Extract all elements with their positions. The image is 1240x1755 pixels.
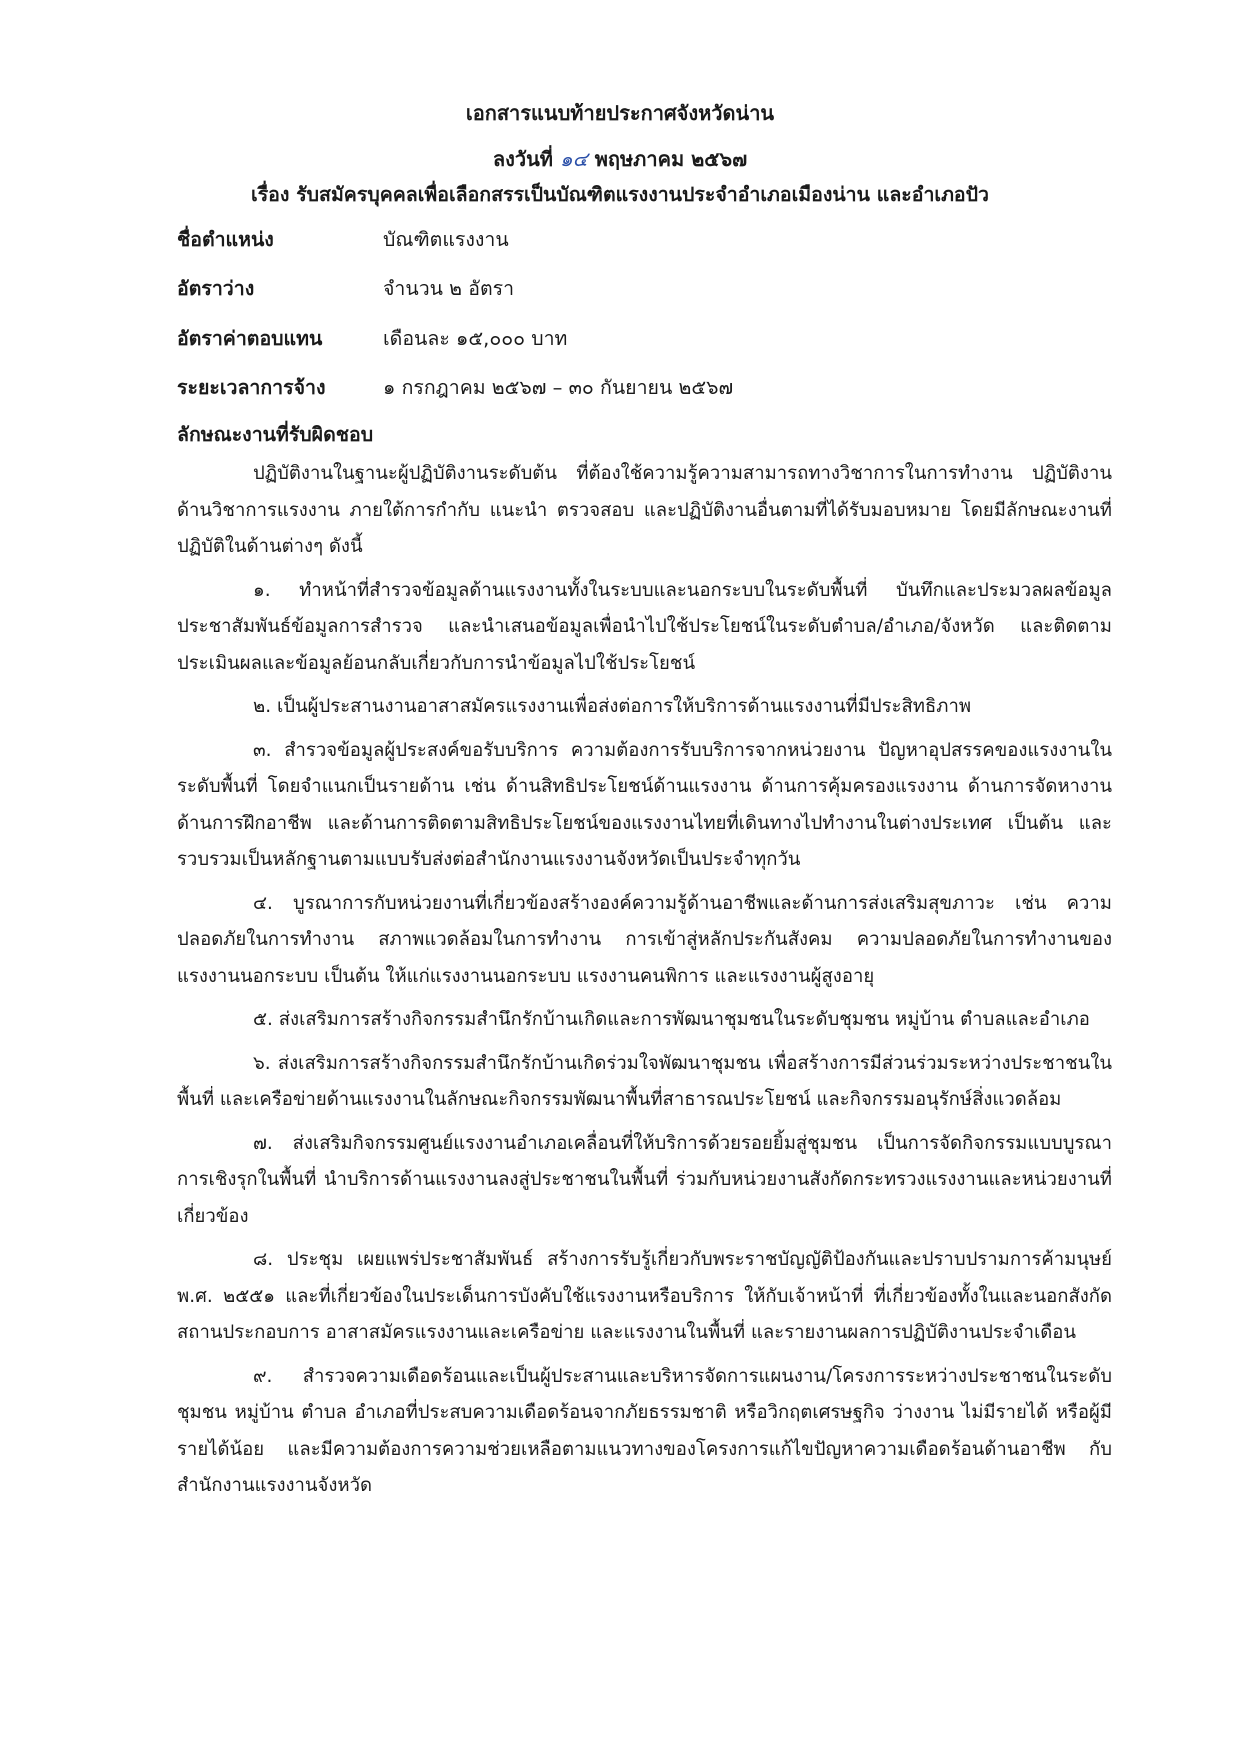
info-value: ๑ กรกฎาคม ๒๕๖๗ – ๓๐ กันยายน ๒๕๖๗ (383, 376, 734, 399)
date-prefix: ลงวันที่ (492, 147, 560, 171)
info-label: อัตราว่าง (177, 277, 255, 300)
info-value: จำนวน ๒ อัตรา (383, 277, 515, 300)
info-label: ระยะเวลาการจ้าง (177, 376, 326, 399)
duties-body (177, 456, 1112, 1505)
duty-item: ๔. บูรณาการกับหน่วยงานที่เกี่ยวข้องสร้างองค์ความรู้ด้านอาชีพและด้านการส่งเสริมสุขภาวะ เช่น ความปลอดภัยในการทำงาน สภาพแวดล้อมในการทำงาน การเข้าสู่หลักประกันสังคม ความปลอดภัยในการทำงานของแรงงานนอกระบบ เป็นต้น ให้แก่แรงงานนอกระบบ แรงงานคนพิการ และแรงงานผู้สูงอายุ (177, 892, 1112, 987)
info-value: เดือนละ ๑๕,๐๐๐ บาท (383, 327, 568, 350)
duties-intro: ปฏิบัติงานในฐานะผู้ปฏิบัติงานระดับต้น ที่ต้องใช้ความรู้ความสามารถทางวิชาการในการทำงาน ปฏิบัติงานด้านวิชาการแรงงาน ภายใต้การกำกับ แนะนำ ตรวจสอบ และปฏิบัติงานอื่นตามที่ได้รับมอบหมาย โดยมีลักษณะงานที่ปฏิบัติในด้านต่างๆ ดังนี้ (177, 463, 1112, 557)
duties-section-title: ลักษณะงานที่รับผิดชอบ (177, 423, 374, 446)
document-date (0, 146, 1240, 172)
duty-item: ๒. เป็นผู้ประสานงานอาสาสมัครแรงงานเพื่อส่งต่อการให้บริการด้านแรงงานที่มีประสิทธิภาพ (253, 696, 972, 717)
duty-item: ๓. สำรวจข้อมูลผู้ประสงค์ขอรับบริการ ความต้องการรับบริการจากหน่วยงาน ปัญหาอุปสรรคของแรงงานในระดับพื้นที่ โดยจำแนกเป็นรายด้าน เช่น ด้านสิทธิประโยชน์ด้านแรงงาน ด้านการคุ้มครองแรงงาน ด้านการจัดหางาน ด้านการฝึกอาชีพ และด้านการติดตามสิทธิประโยชน์ของแรงงานไทยที่เดินทางไปทำงานในต่างประเทศ เป็นต้น และรวบรวมเป็นหลักฐานตามแบบรับส่งต่อสำนักงานแรงงานจังหวัดเป็นประจำทุกวัน (177, 739, 1112, 870)
document-heading: เอกสารแนบท้ายประกาศจังหวัดน่าน (465, 101, 775, 125)
handwritten-day: ๑๔ (559, 147, 588, 171)
duty-item: ๘. ประชุม เผยแพร่ประชาสัมพันธ์ สร้างการรับรู้เกี่ยวกับพระราชบัญญัติป้องกันและปราบปรามการค้ามนุษย์ พ.ศ. ๒๕๕๑ และที่เกี่ยวข้องในประเด็นการบังคับใช้แรงงานหรือบริการ ให้กับเจ้าหน้าที่ ที่เกี่ยวข้องทั้งในและนอกสังกัด สถานประกอบการ อาสาสมัครแรงงานและเครือข่าย และแรงงานในพื้นที่ และรายงานผลการปฏิบัติงานประจำเดือน (177, 1249, 1112, 1343)
date-suffix: พฤษภาคม ๒๕๖๗ (587, 147, 748, 171)
duty-item: ๗. ส่งเสริมกิจกรรมศูนย์แรงงานอำเภอเคลื่อนที่ให้บริการด้วยรอยยิ้มสู่ชุมชน เป็นการจัดกิจกรรมแบบบูรณาการเชิงรุกในพื้นที่ นำบริการด้านแรงงานลงสู่ประชาชนในพื้นที่ ร่วมกับหน่วยงานสังกัดกระทรวงแรงงานและหน่วยงานที่เกี่ยวข้อง (177, 1132, 1112, 1227)
info-value: บัณฑิตแรงงาน (383, 228, 509, 251)
duty-item: ๙. สำรวจความเดือดร้อนและเป็นผู้ประสานและบริหารจัดการแผนงาน/โครงการระหว่างประชาชนในระดับชุมชน หมู่บ้าน ตำบล อำเภอที่ประสบความเดือดร้อนจากภัยธรรมชาติ หรือวิกฤตเศรษฐกิจ ว่างงาน ไม่มีรายได้ หรือผู้มีรายได้น้อย และมีความต้องการความช่วยเหลือตามแนวทางของโครงการแก้ไขปัญหาความเดือดร้อนด้านอาชีพ กับสำนักงานแรงงานจังหวัด (177, 1365, 1112, 1496)
info-label: อัตราค่าตอบแทน (177, 327, 323, 350)
document-subject: เรื่อง รับสมัครบุคคลเพื่อเลือกสรรเป็นบัณฑิตแรงงานประจำอำเภอเมืองน่าน และอำเภอปัว (251, 183, 989, 206)
duty-item: ๑. ทำหน้าที่สำรวจข้อมูลด้านแรงงานทั้งในระบบและนอกระบบในระดับพื้นที่ บันทึกและประมวลผลข้อมูล ประชาสัมพันธ์ข้อมูลการสำรวจ และนำเสนอข้อมูลเพื่อนำไปใช้ประโยชน์ในระดับตำบล/อำเภอ/จังหวัด และติดตามประเมินผลและข้อมูลย้อนกลับเกี่ยวกับการนำข้อมูลไปใช้ประโยชน์ (177, 579, 1112, 674)
info-label: ชื่อตำแหน่ง (177, 228, 274, 251)
duty-item: ๕. ส่งเสริมการสร้างกิจกรรมสำนึกรักบ้านเกิดและการพัฒนาชุมชนในระดับชุมชน หมู่บ้าน ตำบลและอำเภอ (253, 1009, 1090, 1030)
duty-item: ๖. ส่งเสริมการสร้างกิจกรรมสำนึกรักบ้านเกิดร่วมใจพัฒนาชุมชน เพื่อสร้างการมีส่วนร่วมระหว่างประชาชนในพื้นที่ และเครือข่ายด้านแรงงานในลักษณะกิจกรรมพัฒนาพื้นที่สาธารณประโยชน์ และกิจกรรมอนุรักษ์สิ่งแวดล้อม (177, 1052, 1112, 1110)
